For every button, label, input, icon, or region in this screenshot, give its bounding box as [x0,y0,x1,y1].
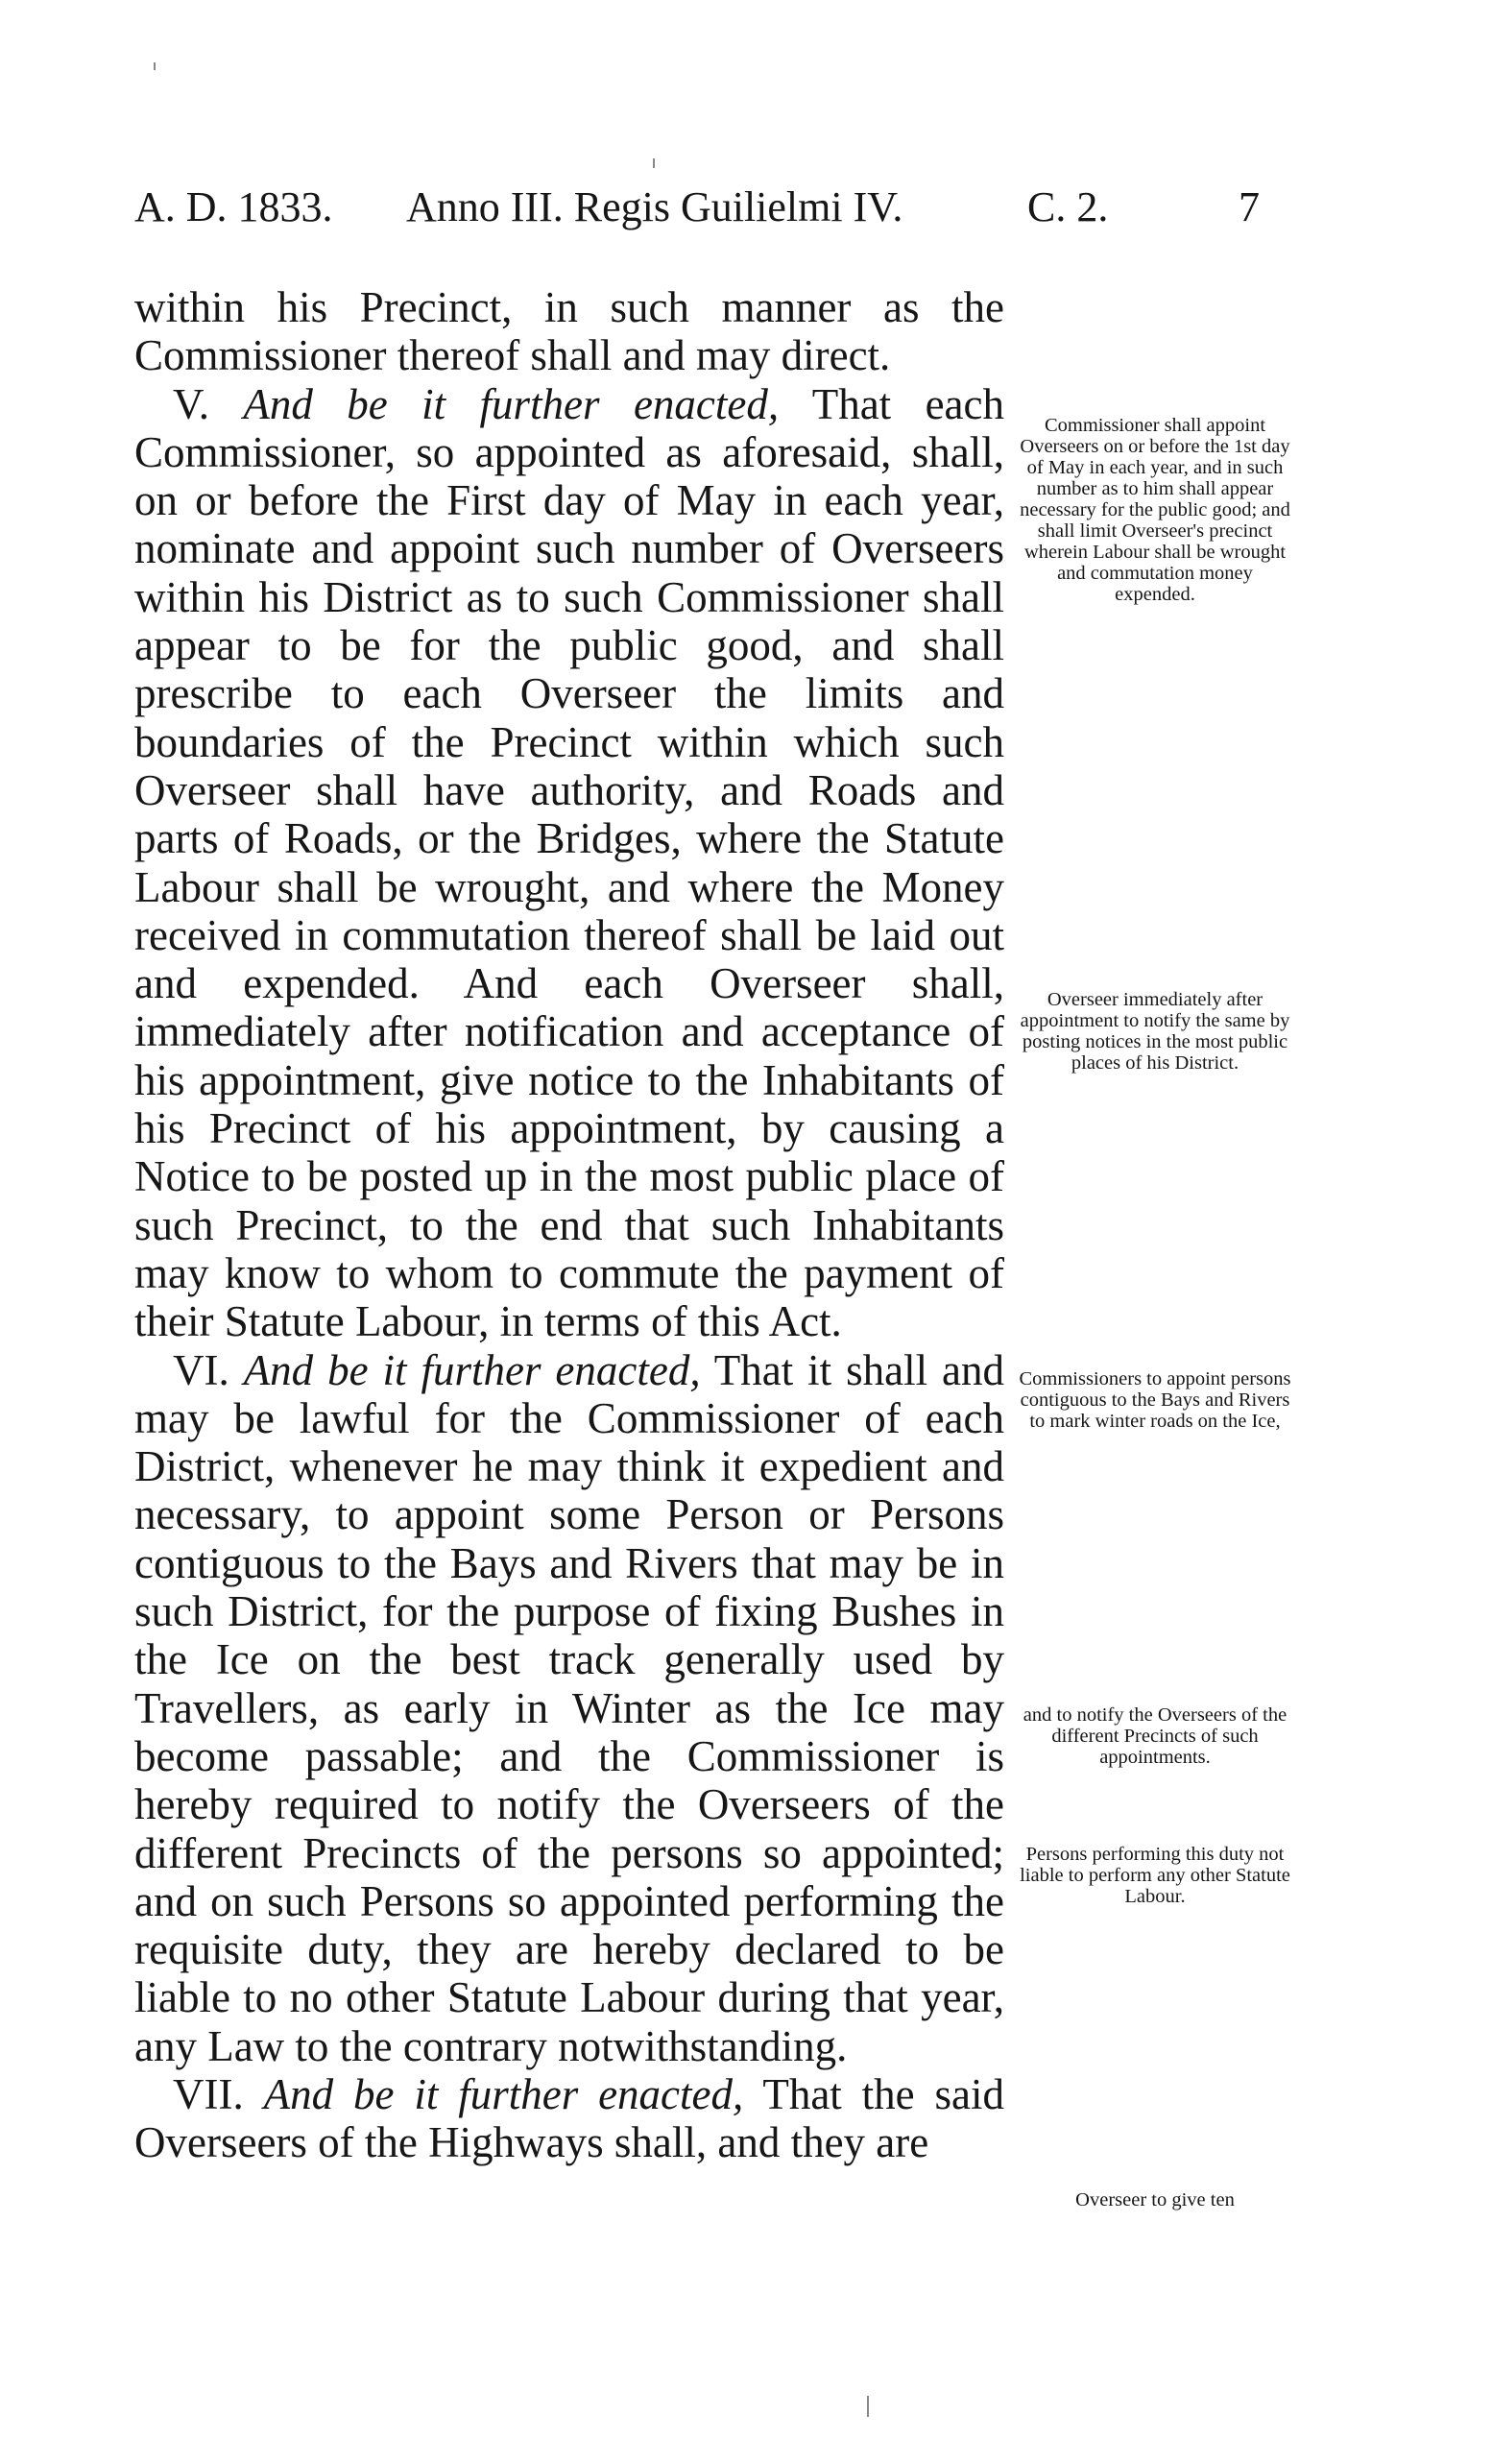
margin-note [1016,1844,1294,1907]
section-7-enacting-clause: And be it further enacted, [263,2069,744,2118]
margin-note-text: Commissioner shall appoint Overseers on or before the 1st day of May in each year, and in such number as to him shall appear necessary for the public good; and shall limit Overseer's precinct wherein Labour shall be wrought and commutation money expended. [1020,415,1290,605]
margin-note-text: Overseer immediately after appointment to notify the same by posting notices in the most public places of his District. [1020,989,1290,1074]
section-5-text: That each Commissioner, so appointed as aforesaid, shall, on or before the First day of May in each year, nominate and appoint such number of Overseers within his District as to such Commissioner shall appear to be for the public good, and shall prescribe to each Overseer the limits and boundaries of the Precinct within which such Overseer shall have authority, and Roads and parts of Roads, or the Bridges, where the Statute Labour shall be wrought, and where the Money received in commutation thereof shall be laid out and expended. And each Overseer shall, immediately after notification and acceptance of his appointment, give notice to the Inhabitants of his Precinct of his appointment, by causing a Notice to be posted up in the most public place of such Precinct, to the end that such Inhabitants may know to whom to commute the payment of their Statute Labour, in terms of this Act. [134,379,1005,1346]
section-7-number: VII. [173,2069,244,2118]
main-text-column [134,283,1004,2167]
section-6-number: VI. [173,1345,229,1394]
header-year: A. D. 1833. [134,183,333,230]
section-5-number: V. [173,379,209,428]
margin-note-text: Commissioners to appoint persons contiguous to the Bays and Rivers to mark winter roads on the Ice, [1019,1368,1291,1432]
margin-note [1016,989,1294,1074]
margin-note [1016,2189,1294,2210]
continued-paragraph: within his Precinct, in such manner as the Commissioner thereof shall and may direct. [134,283,1004,380]
section-6-text: That it shall and may be lawful for the Commissioner of each District, whenever he may think it expedient and necessary, to appoint some Person or Persons contiguous to the Bays and Rivers that may be in such District, for the purpose of fixing Bushes in the Ice on the best track generally used by Travellers, as early in Winter as the Ice may become passable; and the Commissioner is hereby required to notify the Overseers of the different Precincts of the persons so appointed; and on such Persons so appointed performing the requisite duty, they are hereby declared to be liable to no other Statute Labour during that year, any Law to the contrary notwithstanding. [134,1345,1005,2070]
section-7 [134,2070,1004,2167]
scan-speck [867,2396,869,2417]
section-7-text: That the said Overseers of the Highways shall, and they are [134,2069,1005,2167]
margin-note [1016,415,1294,605]
section-6-enacting-clause: And be it further enacted, [243,1345,701,1394]
section-6 [134,1346,1004,2070]
margin-note [1016,1704,1294,1768]
section-5 [134,380,1004,1346]
running-header [134,182,1325,240]
margin-note-text: and to notify the Overseers of the different Precincts of such appointments. [1023,1704,1287,1768]
section-5-enacting-clause: And be it further enacted, [243,379,780,428]
scan-speck [653,158,655,168]
page-number: 7 [1239,183,1260,230]
margin-note-text: Overseer to give ten [1075,2189,1235,2210]
margin-note [1016,1368,1294,1432]
header-regnal-year: Anno III. Regis Guilielmi IV. [406,183,903,230]
margin-note-text: Persons performing this duty not liable to perform any other Statute Labour. [1020,1844,1290,1907]
header-chapter: C. 2. [1027,183,1109,230]
scan-speck [154,62,156,70]
